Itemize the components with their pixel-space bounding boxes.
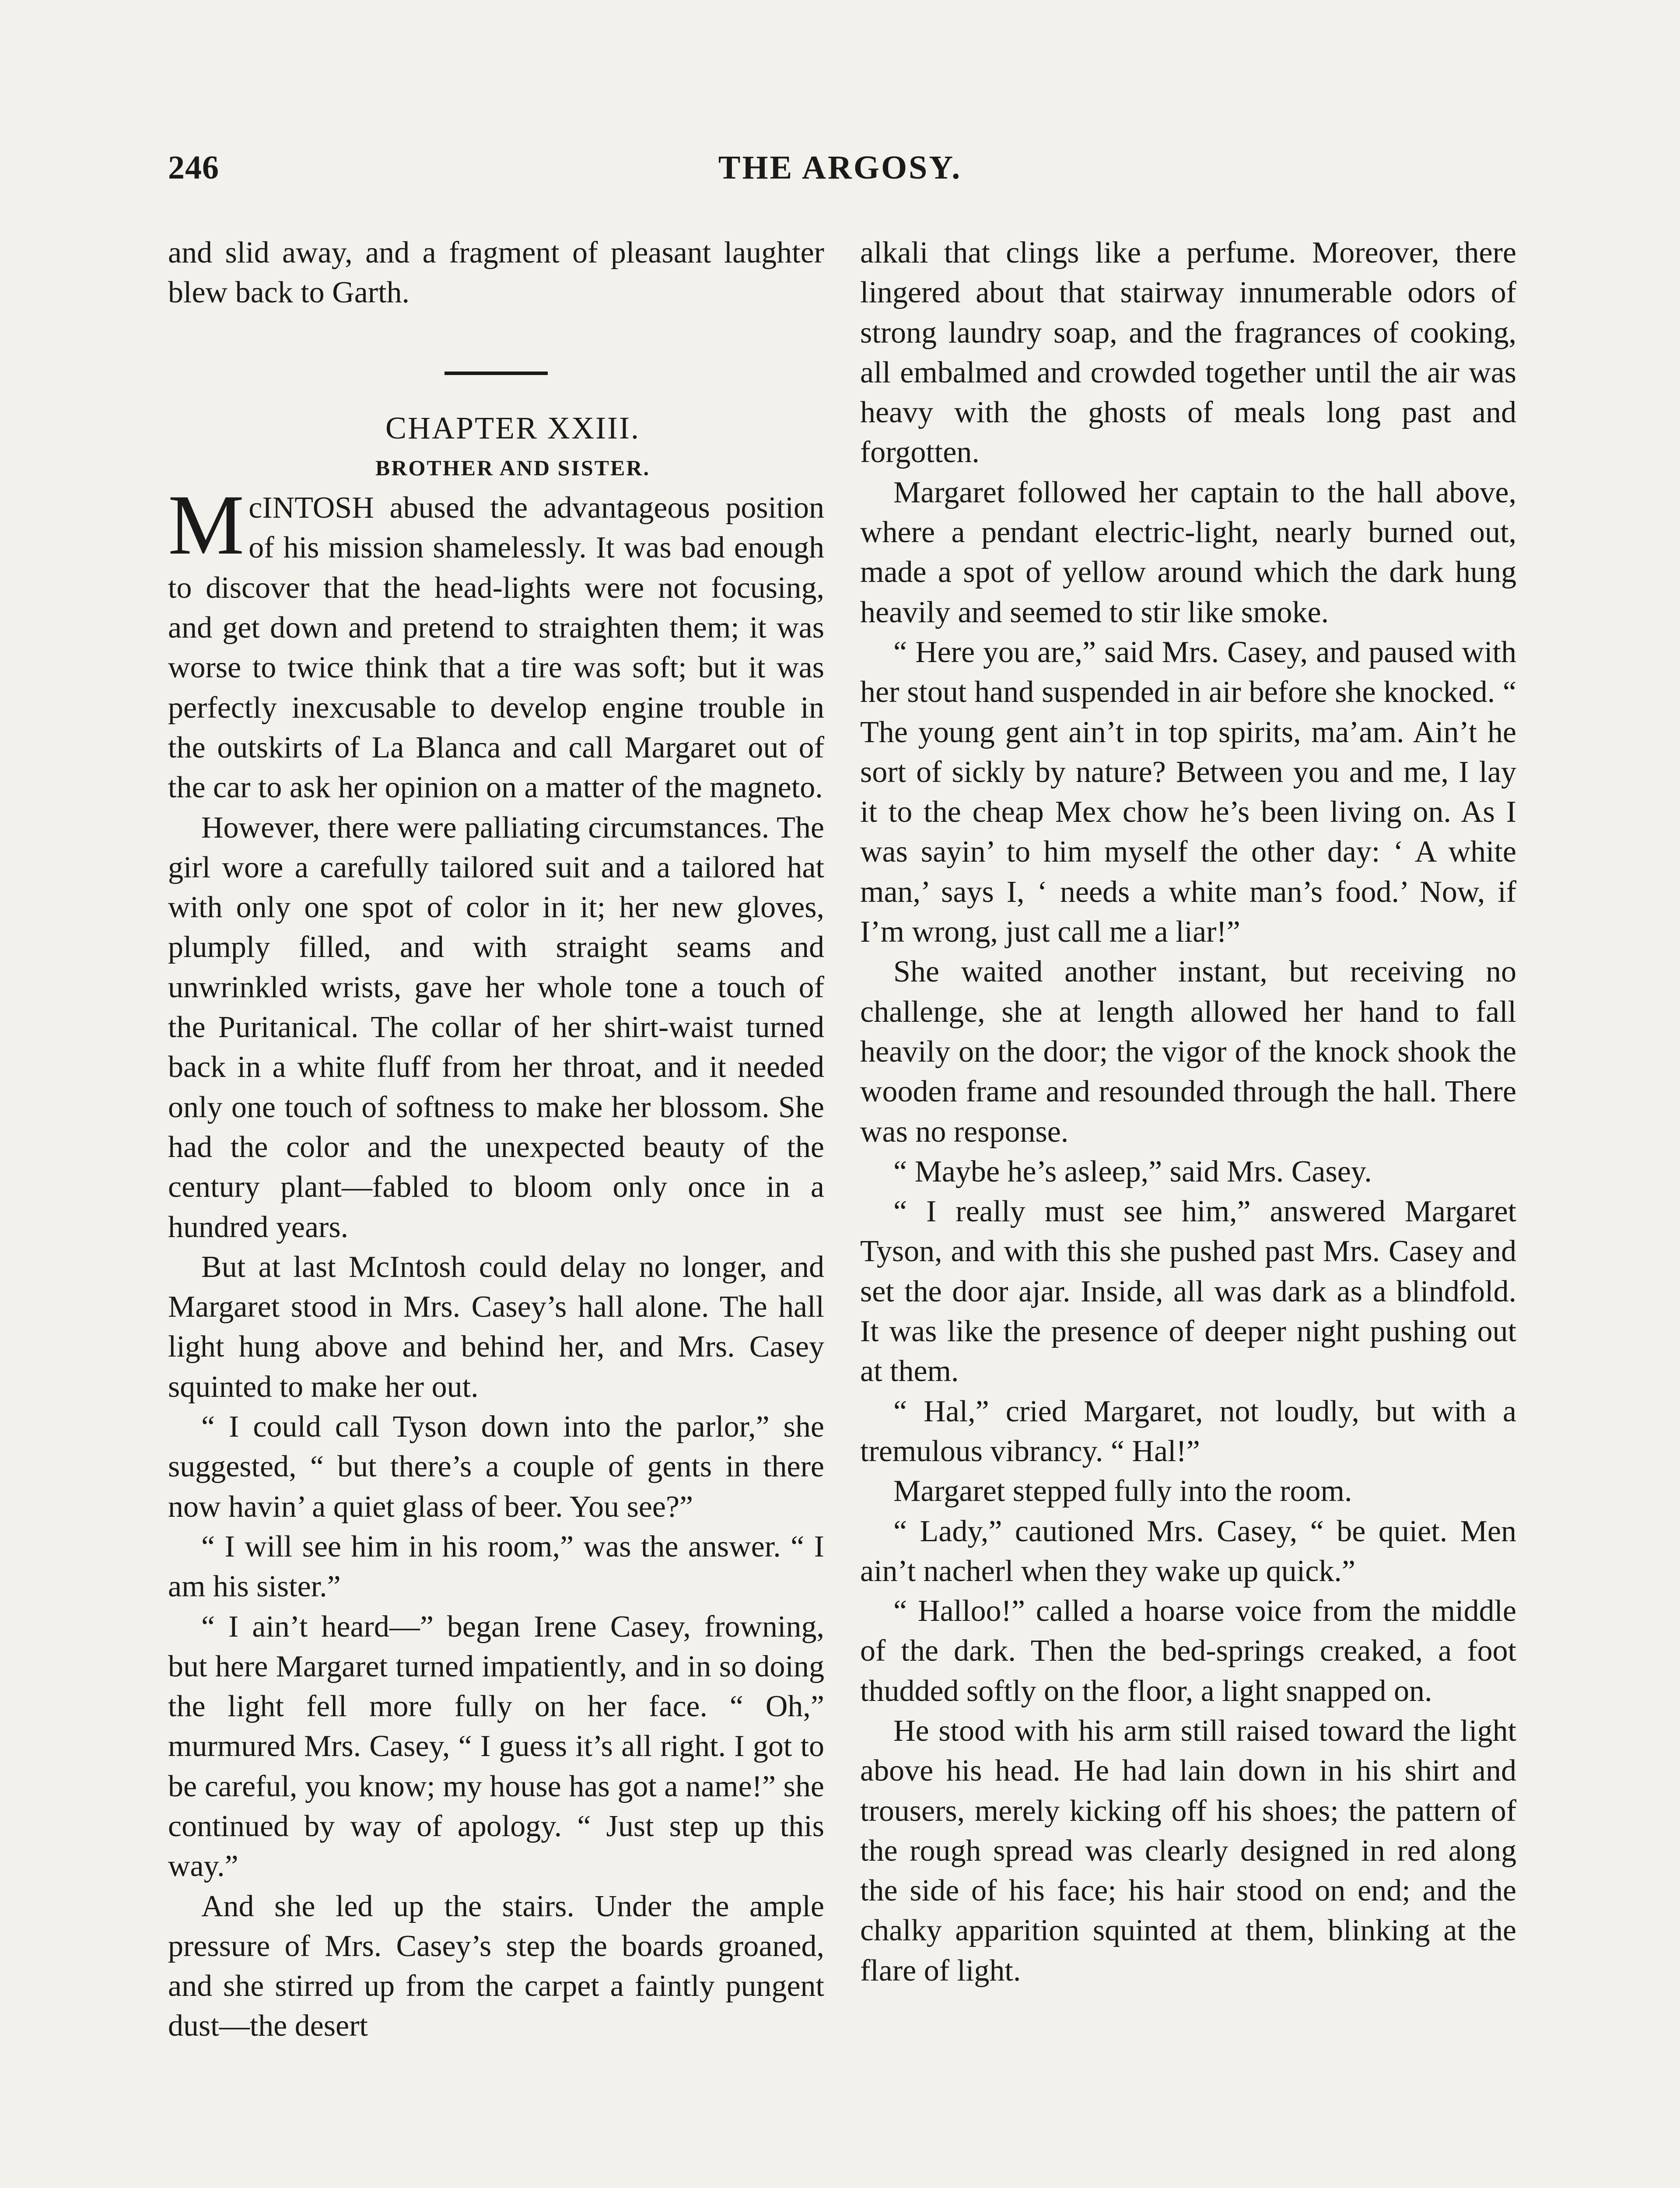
continued-paragraph: and slid away, and a fragment of pleasant laughter blew back to Garth. — [168, 236, 824, 310]
chapter-divider — [444, 372, 548, 375]
paragraph: “ I really must see him,” answered Margaret Tyson, and with this she pushed past Mrs. Casey and set the door ajar. Inside, all was dark as a blindfold. It was like the presence of deeper night pushing out at them. — [860, 1195, 1516, 1389]
paragraph: Margaret followed her captain to the hall above, where a pendant electric-light, nearly burned out, made a spot of yellow around which the dark hung heavily and seemed to stir like smoke. — [860, 475, 1516, 629]
drop-cap: M — [168, 477, 245, 573]
left-column — [168, 233, 824, 2046]
paragraph: However, there were palliating circumstances. The girl wore a carefully tailored suit and a tailored hat with only one spot of color in it; her new gloves, plumply filled, and with straight seams and unwrinkled wrists, gave her whole tone a touch of the Puritanical. The collar of her shirt-waist turned back in a white fluff from her throat, and it needed only one touch of softness to make her blossom. She had the color and the unexpected beauty of the century plant—fabled to bloom only once in a hundred years. — [168, 810, 824, 1244]
paragraph: “ Here you are,” said Mrs. Casey, and paused with her stout hand suspended in air before she knocked. “ The young gent ain’t in top spirits, ma’am. Ain’t he sort of sickly by nature? Between you and me, I lay it to the cheap Mex chow he’s been living on. As I was sayin’ to him myself the other day: ‘ A white man,’ says I, ‘ needs a white man’s food.’ Now, if I’m wrong, just call me a liar!” — [860, 635, 1516, 949]
opening-paragraph-text: cINTOSH abused the advantageous position of his mission shamelessly. It was bad enough to discover that the head-lights were not focusing, and get down and pretend to straighten them; it was worse to twice think that a tire was soft; but it was perfectly inexcusable to develop engine trouble in the outskirts of La Blanca and call Margaret out of the car to ask her opinion on a matter of the magneto. — [168, 491, 824, 805]
paragraph: She waited another instant, but receiving no challenge, she at length allowed her hand to fall heavily on the door; the vigor of the knock shook the wooden frame and resounded through the hall. There was no response. — [860, 955, 1516, 1149]
paragraph: “ Halloo!” called a hoarse voice from the middle of the dark. Then the bed-springs creaked, a foot thudded softly on the floor, a light snapped on. — [860, 1594, 1516, 1708]
page-number: 246 — [168, 149, 219, 186]
running-title: THE ARGOSY. — [718, 149, 962, 186]
continued-paragraph: alkali that clings like a perfume. Moreover, there lingered about that stairway innumerable odors of strong laundry soap, and the fragrances of cooking, all embalmed and crowded together until the air was heavy with the ghosts of meals long past and forgotten. — [860, 236, 1516, 470]
paragraph: He stood with his arm still raised toward the light above his head. He had lain down in his shirt and trousers, merely kicking off his shoes; the pattern of the rough spread was clearly designed in red along the side of his face; his hair stood on end; and the chalky apparition squinted at them, blinking at the flare of light. — [860, 1714, 1516, 1988]
paragraph: “ Lady,” cautioned Mrs. Casey, “ be quiet. Men ain’t nacherl when they wake up quick.” — [860, 1514, 1516, 1588]
paragraph: Margaret stepped fully into the room. — [893, 1474, 1352, 1508]
paragraph: “ Hal,” cried Margaret, not loudly, but with a tremulous vibrancy. “ Hal!” — [860, 1394, 1516, 1468]
paragraph: “ I will see him in his room,” was the answer. “ I am his sister.” — [168, 1529, 824, 1604]
chapter-subtitle: BROTHER AND SISTER. — [375, 455, 650, 480]
opening-paragraph — [168, 477, 824, 807]
paragraph: And she led up the stairs. Under the ample pressure of Mrs. Casey’s step the boards groaned, and she stirred up from the carpet a faintly pungent dust—the desert — [168, 1889, 824, 2043]
paragraph: “ I ain’t heard—” began Irene Casey, frowning, but here Margaret turned impatiently, and in so doing the light fell more fully on her face. “ Oh,” murmured Mrs. Casey, “ I guess it’s all right. I got to be careful, you know; my house has got a name!” she continued by way of apology. “ Just step up this way.” — [168, 1609, 824, 1883]
paragraph: But at last McIntosh could delay no longer, and Margaret stood in Mrs. Casey’s hall alone. The hall light hung above and behind her, and Mrs. Casey squinted to make her out. — [168, 1250, 824, 1404]
paragraph: “ Maybe he’s asleep,” said Mrs. Casey. — [893, 1154, 1372, 1189]
right-column — [860, 233, 1516, 1991]
chapter-title: CHAPTER XXIII. — [385, 410, 640, 445]
paragraph: “ I could call Tyson down into the parlor,” she suggested, “ but there’s a couple of gents in there now havin’ a quiet glass of beer. You see?” — [168, 1410, 824, 1524]
